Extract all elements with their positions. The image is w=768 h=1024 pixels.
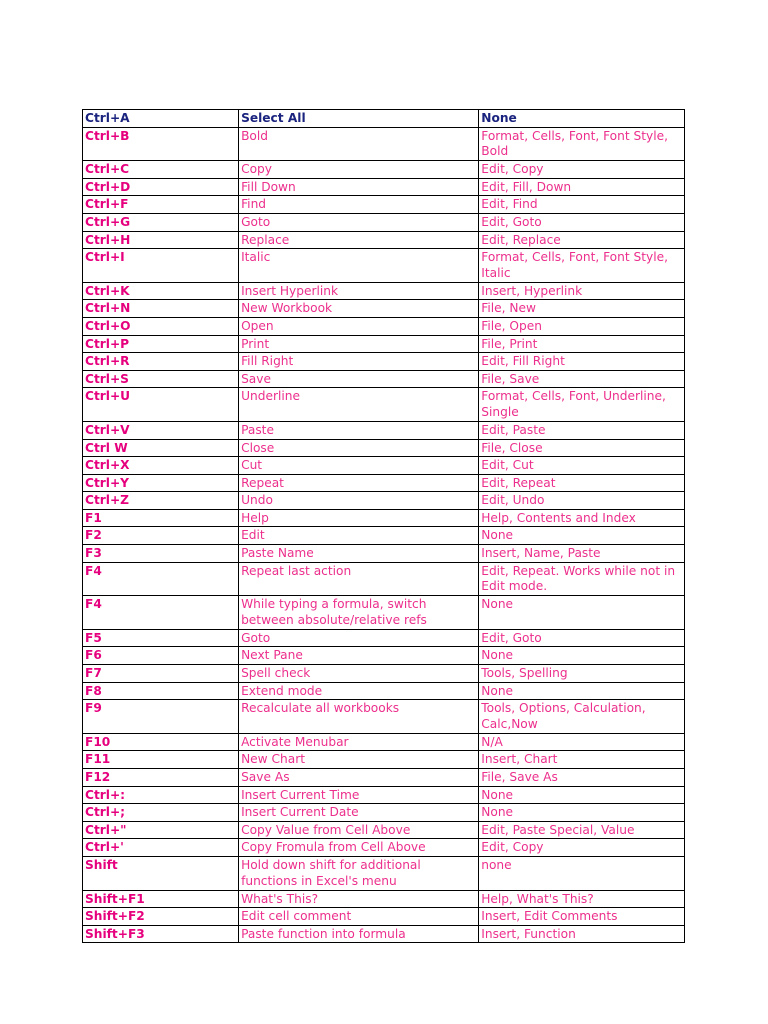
action-cell: Find <box>239 196 479 214</box>
table-row <box>83 682 685 700</box>
action-cell: Fill Right <box>239 353 479 371</box>
shortcut-key-cell: Shift <box>83 856 239 890</box>
menu-path-cell: None <box>479 804 685 822</box>
menu-path-cell: None <box>479 786 685 804</box>
shortcut-key-cell: F12 <box>83 769 239 787</box>
shortcut-key-cell: Ctrl+' <box>83 839 239 857</box>
menu-path-cell: Edit, Fill Right <box>479 353 685 371</box>
action-cell: Copy <box>239 161 479 179</box>
shortcut-key-cell: F11 <box>83 751 239 769</box>
action-cell: Spell check <box>239 665 479 683</box>
table-row <box>83 249 685 283</box>
action-cell: Replace <box>239 231 479 249</box>
table-row <box>83 804 685 822</box>
header-action-cell: Select All <box>239 110 479 128</box>
shortcut-key-cell: Ctrl+I <box>83 249 239 283</box>
shortcut-key-cell: Ctrl+D <box>83 178 239 196</box>
shortcut-key-cell: F10 <box>83 733 239 751</box>
menu-path-cell: Edit, Paste <box>479 421 685 439</box>
table-row <box>83 196 685 214</box>
menu-path-cell: File, Print <box>479 335 685 353</box>
table-row <box>83 178 685 196</box>
table-row <box>83 388 685 422</box>
action-cell: Underline <box>239 388 479 422</box>
table-row <box>83 751 685 769</box>
menu-path-cell: Format, Cells, Font, Underline, Single <box>479 388 685 422</box>
table-row <box>83 856 685 890</box>
action-cell: Paste <box>239 421 479 439</box>
table-row <box>83 786 685 804</box>
shortcut-key-cell: Ctrl+G <box>83 213 239 231</box>
menu-path-cell: None <box>479 596 685 630</box>
menu-path-cell: File, Open <box>479 317 685 335</box>
action-cell: Close <box>239 439 479 457</box>
shortcut-key-cell: F3 <box>83 545 239 563</box>
menu-path-cell: File, New <box>479 300 685 318</box>
table-row <box>83 769 685 787</box>
menu-path-cell: Edit, Fill, Down <box>479 178 685 196</box>
shortcut-key-cell: Ctrl+" <box>83 821 239 839</box>
action-cell: Open <box>239 317 479 335</box>
action-cell: Paste Name <box>239 545 479 563</box>
menu-path-cell: Insert, Name, Paste <box>479 545 685 563</box>
shortcut-key-cell: Ctrl+B <box>83 127 239 161</box>
action-cell: Copy Value from Cell Above <box>239 821 479 839</box>
action-cell: Save <box>239 370 479 388</box>
action-cell: Extend mode <box>239 682 479 700</box>
shortcut-key-cell: Ctrl+R <box>83 353 239 371</box>
action-cell: New Workbook <box>239 300 479 318</box>
shortcut-key-cell: F6 <box>83 647 239 665</box>
action-cell: Goto <box>239 629 479 647</box>
action-cell: Activate Menubar <box>239 733 479 751</box>
shortcut-key-cell: Ctrl W <box>83 439 239 457</box>
shortcut-key-cell: Ctrl+; <box>83 804 239 822</box>
menu-path-cell: Edit, Paste Special, Value <box>479 821 685 839</box>
menu-path-cell: Insert, Function <box>479 925 685 943</box>
menu-path-cell: Edit, Find <box>479 196 685 214</box>
table-row <box>83 439 685 457</box>
menu-path-cell: Edit, Repeat. Works while not in Edit mode. <box>479 562 685 596</box>
table-row <box>83 925 685 943</box>
menu-path-cell: Format, Cells, Font, Font Style, Bold <box>479 127 685 161</box>
table-row <box>83 733 685 751</box>
table-row <box>83 127 685 161</box>
table-row <box>83 890 685 908</box>
table-row <box>83 370 685 388</box>
action-cell: Next Pane <box>239 647 479 665</box>
shortcut-key-cell: Ctrl+H <box>83 231 239 249</box>
menu-path-cell: Help, Contents and Index <box>479 509 685 527</box>
action-cell: Hold down shift for additional functions in Excel's menu <box>239 856 479 890</box>
table-header-row <box>83 110 685 128</box>
table-row <box>83 492 685 510</box>
table-row <box>83 231 685 249</box>
shortcut-key-cell: Ctrl+S <box>83 370 239 388</box>
menu-path-cell: File, Save <box>479 370 685 388</box>
shortcut-key-cell: F5 <box>83 629 239 647</box>
shortcut-key-cell: F7 <box>83 665 239 683</box>
table-row <box>83 665 685 683</box>
table-row <box>83 474 685 492</box>
shortcut-key-cell: Ctrl+K <box>83 282 239 300</box>
menu-path-cell: Help, What's This? <box>479 890 685 908</box>
action-cell: Bold <box>239 127 479 161</box>
table-row <box>83 282 685 300</box>
table-row <box>83 629 685 647</box>
action-cell: Save As <box>239 769 479 787</box>
table-row <box>83 908 685 926</box>
shortcut-key-cell: F4 <box>83 596 239 630</box>
table-row <box>83 300 685 318</box>
table-row <box>83 335 685 353</box>
shortcut-key-cell: Ctrl+C <box>83 161 239 179</box>
action-cell: While typing a formula, switch between absolute/relative refs <box>239 596 479 630</box>
action-cell: Edit cell comment <box>239 908 479 926</box>
menu-path-cell: Format, Cells, Font, Font Style, Italic <box>479 249 685 283</box>
menu-path-cell: None <box>479 682 685 700</box>
action-cell: Edit <box>239 527 479 545</box>
menu-path-cell: Insert, Edit Comments <box>479 908 685 926</box>
table-row <box>83 317 685 335</box>
menu-path-cell: File, Save As <box>479 769 685 787</box>
table-row <box>83 821 685 839</box>
table-row <box>83 527 685 545</box>
shortcut-key-cell: F2 <box>83 527 239 545</box>
menu-path-cell: N/A <box>479 733 685 751</box>
menu-path-cell: none <box>479 856 685 890</box>
action-cell: Cut <box>239 457 479 475</box>
table-row <box>83 353 685 371</box>
action-cell: Help <box>239 509 479 527</box>
action-cell: Italic <box>239 249 479 283</box>
shortcut-key-cell: Shift+F1 <box>83 890 239 908</box>
table-row <box>83 161 685 179</box>
shortcut-key-cell: Ctrl+: <box>83 786 239 804</box>
menu-path-cell: Edit, Undo <box>479 492 685 510</box>
menu-path-cell: Insert, Chart <box>479 751 685 769</box>
menu-path-cell: Edit, Cut <box>479 457 685 475</box>
action-cell: Repeat <box>239 474 479 492</box>
action-cell: Repeat last action <box>239 562 479 596</box>
action-cell: Paste function into formula <box>239 925 479 943</box>
table-row <box>83 596 685 630</box>
shortcut-key-cell: Ctrl+P <box>83 335 239 353</box>
header-key-cell: Ctrl+A <box>83 110 239 128</box>
shortcut-table <box>82 109 685 943</box>
action-cell: Recalculate all workbooks <box>239 700 479 734</box>
action-cell: Goto <box>239 213 479 231</box>
shortcut-key-cell: Ctrl+X <box>83 457 239 475</box>
header-menu-cell: None <box>479 110 685 128</box>
action-cell: New Chart <box>239 751 479 769</box>
table-row <box>83 545 685 563</box>
menu-path-cell: None <box>479 527 685 545</box>
shortcut-table-body <box>83 110 685 943</box>
table-row <box>83 647 685 665</box>
menu-path-cell: None <box>479 647 685 665</box>
shortcut-key-cell: Ctrl+O <box>83 317 239 335</box>
shortcut-key-cell: F1 <box>83 509 239 527</box>
action-cell: Insert Hyperlink <box>239 282 479 300</box>
shortcut-key-cell: Ctrl+V <box>83 421 239 439</box>
menu-path-cell: Edit, Goto <box>479 629 685 647</box>
action-cell: Insert Current Date <box>239 804 479 822</box>
menu-path-cell: Tools, Spelling <box>479 665 685 683</box>
table-row <box>83 700 685 734</box>
menu-path-cell: Edit, Replace <box>479 231 685 249</box>
menu-path-cell: Edit, Goto <box>479 213 685 231</box>
menu-path-cell: Tools, Options, Calculation, Calc,Now <box>479 700 685 734</box>
menu-path-cell: Edit, Copy <box>479 839 685 857</box>
action-cell: Undo <box>239 492 479 510</box>
shortcut-key-cell: F4 <box>83 562 239 596</box>
action-cell: What's This? <box>239 890 479 908</box>
shortcut-key-cell: Ctrl+Y <box>83 474 239 492</box>
shortcut-key-cell: Ctrl+Z <box>83 492 239 510</box>
action-cell: Print <box>239 335 479 353</box>
table-row <box>83 457 685 475</box>
table-row <box>83 509 685 527</box>
shortcut-key-cell: Shift+F3 <box>83 925 239 943</box>
action-cell: Fill Down <box>239 178 479 196</box>
table-row <box>83 213 685 231</box>
menu-path-cell: Edit, Repeat <box>479 474 685 492</box>
table-row <box>83 562 685 596</box>
table-row <box>83 839 685 857</box>
menu-path-cell: Edit, Copy <box>479 161 685 179</box>
shortcut-key-cell: F8 <box>83 682 239 700</box>
shortcut-key-cell: Ctrl+F <box>83 196 239 214</box>
shortcut-key-cell: Ctrl+N <box>83 300 239 318</box>
shortcut-key-cell: Ctrl+U <box>83 388 239 422</box>
shortcut-key-cell: F9 <box>83 700 239 734</box>
shortcut-key-cell: Shift+F2 <box>83 908 239 926</box>
action-cell: Insert Current Time <box>239 786 479 804</box>
table-row <box>83 421 685 439</box>
action-cell: Copy Fromula from Cell Above <box>239 839 479 857</box>
menu-path-cell: Insert, Hyperlink <box>479 282 685 300</box>
menu-path-cell: File, Close <box>479 439 685 457</box>
